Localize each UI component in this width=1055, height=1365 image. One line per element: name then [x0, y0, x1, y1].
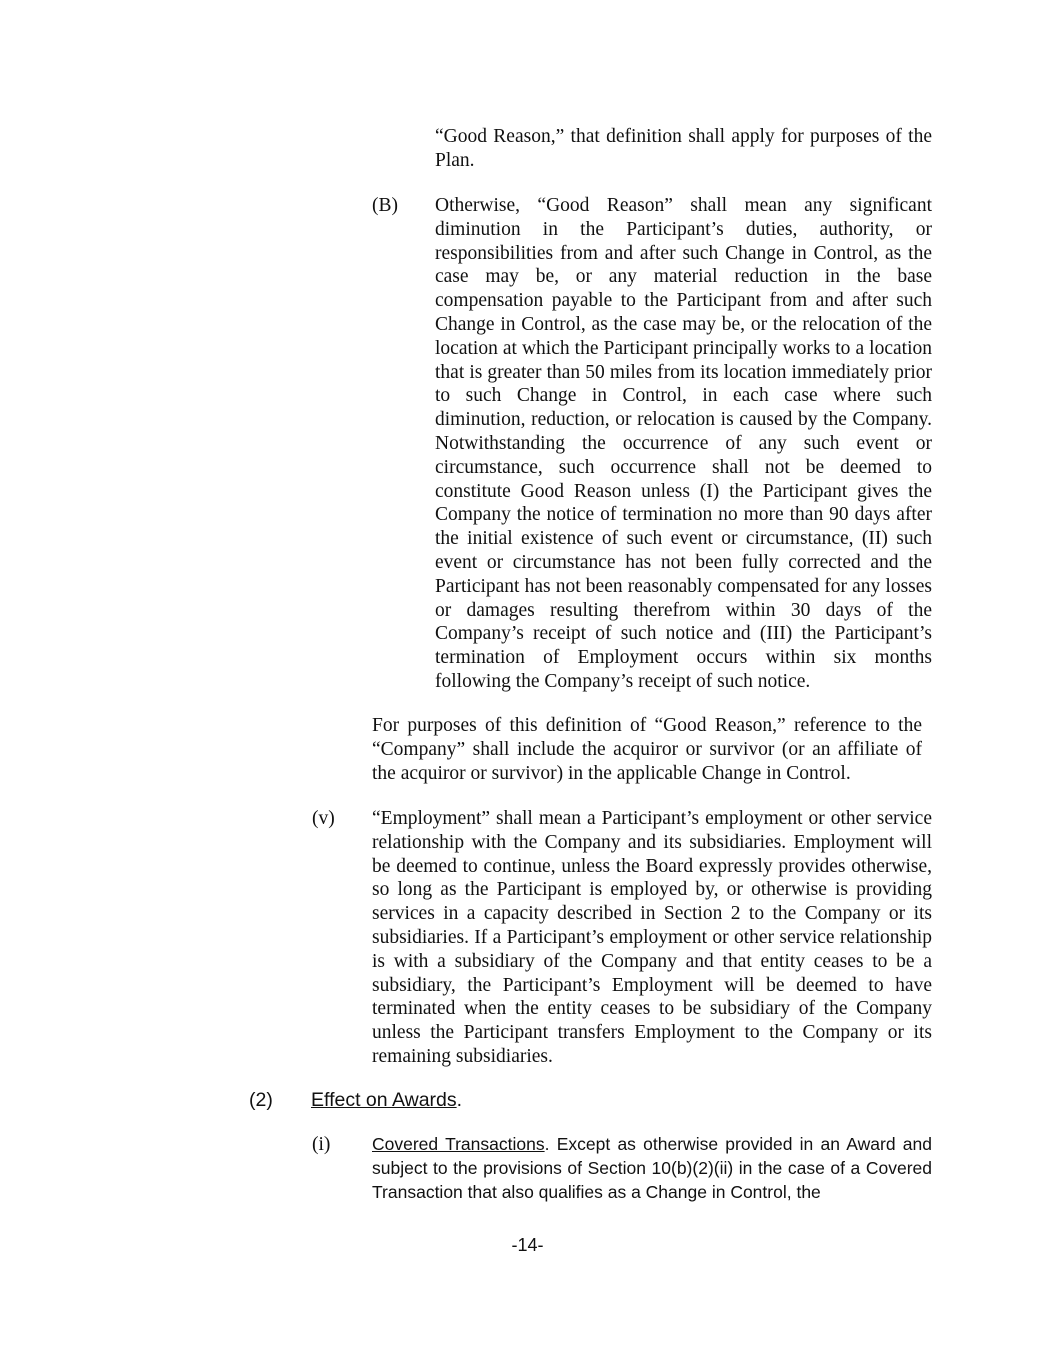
item-v-text: “Employment” shall mean a Participant’s employment or other service relationship with the Company and its subsidiaries. Employment will be deemed to continue, unless the Board expressly provides otherwise, so long as the Participant is employed by, or otherwise is providing services in a capacity described in Section 2 to the Company or its subsidiaries. If a Participant’s employment or other service relationship is with a subsidiary of the Company and that entity ceases to be a subsidiary, the Participant’s Employment will be deemed to have terminated when the entity ceases to be subsidiary of the Company unless the Participant transfers Employment to the Company or its remaining subsidiaries.: [372, 808, 932, 1067]
item-i-text: . Except as otherwise provided in an Award and subject to the provisions of Section 10(b)(2)(ii) in the case of a Covered Transaction that also qualifies as a Change in Control, the: [372, 1134, 932, 1202]
item-v-label: (v): [312, 808, 335, 829]
item-b-text: Otherwise, “Good Reason” shall mean any significant diminution in the Participant’s duties, authority, or responsibilities from and after such Change in Control, as the case may be, or any material reduction in the base compensation payable to the Participant from and after such Change in Control, as the case may be, or the relocation of the location at which the Participant principally works to a location that is greater than 50 miles from its location immediately prior to such Change in Control, in each case where such diminution, reduction, or relocation is caused by the Company. Notwithstanding the occurrence of any such event or circumstance, such occurrence shall not be deemed to constitute Good Reason unless (I) the Participant gives the Company the notice of termination no more than 90 days after the initial existence of such event or circumstance, (II) such event or circumstance has not been fully corrected and the Participant has not been reasonably compensated for any losses or damages resulting therefrom within 30 days of the Company’s receipt of such notice and (III) the Participant’s termination of Employment occurs within six months following the Company’s receipt of such notice.: [435, 195, 932, 692]
page-number: -14-: [511, 1235, 544, 1255]
item-i-paragraph: [372, 1133, 932, 1204]
item-b-label: (B): [372, 195, 398, 216]
section-2-label: (2): [249, 1089, 273, 1111]
good-reason-continuation: “Good Reason,” that definition shall apply for purposes of the Plan.: [435, 126, 932, 171]
good-reason-purposes-paragraph: For purposes of this definition of “Good Reason,” reference to the “Company” shall include the acquiror or survivor (or an affiliate of the acquiror or survivor) in the applicable Change in Control.: [372, 715, 922, 784]
section-2-heading-suffix: .: [456, 1089, 463, 1111]
section-2-heading: Effect on Awards: [311, 1089, 457, 1111]
section-2-heading-line: [311, 1089, 462, 1113]
item-i-label: (i): [312, 1134, 331, 1155]
item-i-heading: Covered Transactions: [372, 1134, 545, 1154]
